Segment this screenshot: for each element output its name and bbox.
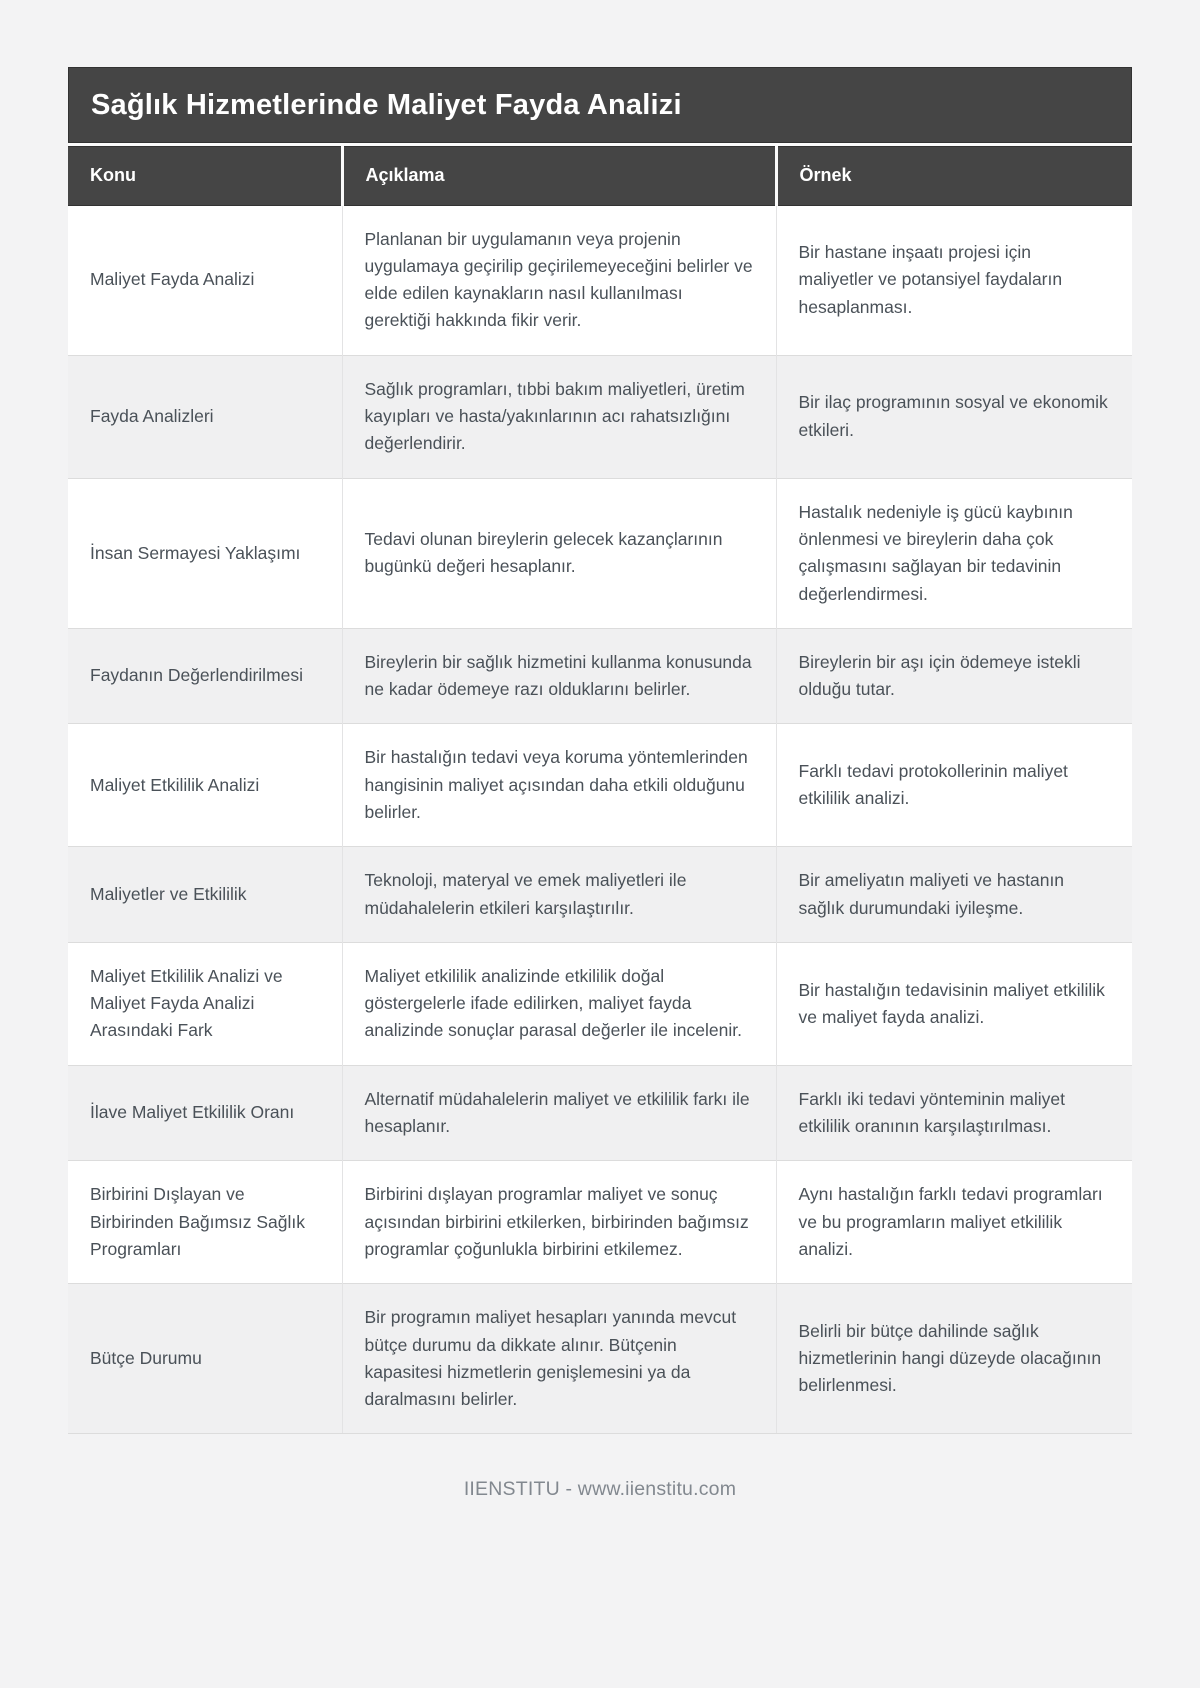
cell-topic: İnsan Sermayesi Yaklaşımı (68, 478, 342, 628)
cell-example: Belirli bir bütçe dahilinde sağlık hizmetlerinin hangi düzeyde olacağının belirlenmesi. (776, 1284, 1132, 1434)
cell-example: Bir hastalığın tedavisinin maliyet etkililik ve maliyet fayda analizi. (776, 942, 1132, 1065)
cell-example: Bir hastane inşaatı projesi için maliyetler ve potansiyel faydaların hesaplanması. (776, 205, 1132, 355)
table-row (68, 1161, 1132, 1284)
cell-example: Bireylerin bir aşı için ödemeye istekli olduğu tutar. (776, 628, 1132, 724)
cell-description: Alternatif müdahalelerin maliyet ve etkililik farkı ile hesaplanır. (342, 1065, 776, 1161)
cell-topic: Maliyetler ve Etkililik (68, 847, 342, 943)
cell-description: Sağlık programları, tıbbi bakım maliyetleri, üretim kayıpları ve hasta/yakınlarının acı rahatsızlığını değerlendirir. (342, 355, 776, 478)
table-row (68, 628, 1132, 724)
cell-topic: İlave Maliyet Etkililik Oranı (68, 1065, 342, 1161)
table-header (68, 147, 1132, 205)
cost-benefit-table (68, 146, 1132, 1434)
cell-description: Bireylerin bir sağlık hizmetini kullanma konusunda ne kadar ödemeye razı olduklarını belirler. (342, 628, 776, 724)
table-row (68, 478, 1132, 628)
table-row (68, 1284, 1132, 1434)
table-row (68, 847, 1132, 943)
cell-description: Maliyet etkililik analizinde etkililik doğal göstergelerle ifade edilirken, maliyet fayda analizinde sonuçlar parasal değerler ile incelenir. (342, 942, 776, 1065)
cell-example: Farklı tedavi protokollerinin maliyet etkililik analizi. (776, 724, 1132, 847)
table-row (68, 724, 1132, 847)
column-header-konu: Konu (68, 147, 342, 205)
cell-example: Farklı iki tedavi yönteminin maliyet etkililik oranının karşılaştırılması. (776, 1065, 1132, 1161)
document-sheet (68, 67, 1132, 1434)
table-body (68, 205, 1132, 1434)
page-title: Sağlık Hizmetlerinde Maliyet Fayda Analizi (68, 67, 1132, 143)
cell-topic: Birbirini Dışlayan ve Birbirinden Bağımsız Sağlık Programları (68, 1161, 342, 1284)
cell-topic: Faydanın Değerlendirilmesi (68, 628, 342, 724)
cell-topic: Maliyet Etkililik Analizi (68, 724, 342, 847)
footer-text: IIENSTITU - www.iienstitu.com (463, 1478, 737, 1501)
cell-topic: Maliyet Etkililik Analizi ve Maliyet Fayda Analizi Arasındaki Fark (68, 942, 342, 1065)
cell-topic: Bütçe Durumu (68, 1284, 342, 1434)
table-row (68, 1065, 1132, 1161)
column-header-ornek: Örnek (776, 147, 1132, 205)
cell-description: Bir hastalığın tedavi veya koruma yöntemlerinden hangisinin maliyet açısından daha etkili olduğunu belirler. (342, 724, 776, 847)
cell-description: Teknoloji, materyal ve emek maliyetleri ile müdahalelerin etkileri karşılaştırılır. (342, 847, 776, 943)
cell-topic: Fayda Analizleri (68, 355, 342, 478)
cell-description: Bir programın maliyet hesapları yanında mevcut bütçe durumu da dikkate alınır. Bütçenin kapasitesi hizmetlerin genişlemesini ya da daralmasını belirler. (342, 1284, 776, 1434)
cell-example: Aynı hastalığın farklı tedavi programları ve bu programların maliyet etkililik analizi. (776, 1161, 1132, 1284)
cell-example: Hastalık nedeniyle iş gücü kaybının önlenmesi ve bireylerin daha çok çalışmasını sağlayan bir tedavinin değerlendirmesi. (776, 478, 1132, 628)
cell-description: Planlanan bir uygulamanın veya projenin uygulamaya geçirilip geçirilemeyeceğini belirler ve elde edilen kaynakların nasıl kullanılması gerektiği hakkında fikir verir. (342, 205, 776, 355)
column-header-aciklama: Açıklama (342, 147, 776, 205)
table-row (68, 355, 1132, 478)
header-row (68, 147, 1132, 205)
cell-description: Tedavi olunan bireylerin gelecek kazançlarının bugünkü değeri hesaplanır. (342, 478, 776, 628)
cell-topic: Maliyet Fayda Analizi (90, 269, 255, 290)
cell-example: Bir ilaç programının sosyal ve ekonomik etkileri. (776, 355, 1132, 478)
table-row (68, 942, 1132, 1065)
table-row (68, 205, 1132, 355)
cell-description: Birbirini dışlayan programlar maliyet ve sonuç açısından birbirini etkilerken, birbirinden bağımsız programlar çoğunlukla birbirini etkilemez. (342, 1161, 776, 1284)
cell-example: Bir ameliyatın maliyeti ve hastanın sağlık durumundaki iyileşme. (776, 847, 1132, 943)
